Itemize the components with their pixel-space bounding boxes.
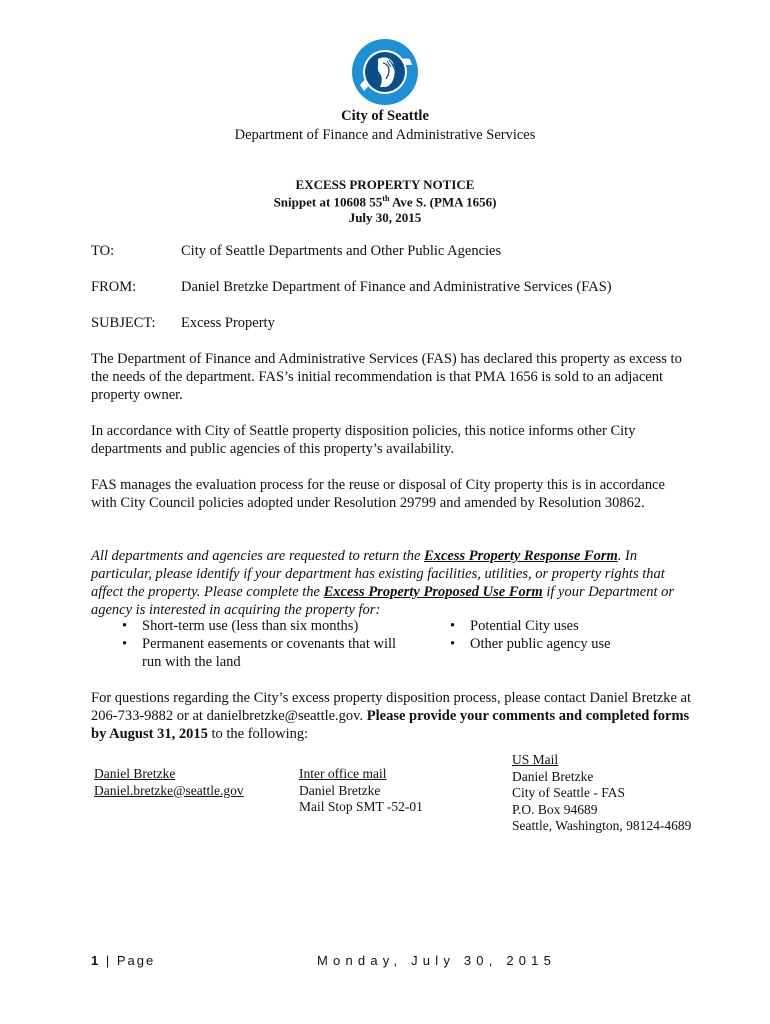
use-list-right: [446, 617, 706, 653]
response-form-link[interactable]: Excess Property Response Form: [424, 548, 618, 564]
department-name: Department of Finance and Administrative Services: [234, 127, 536, 143]
contact-email: [94, 766, 244, 799]
contact-email-address[interactable]: Daniel.bretzke@seattle.gov: [94, 782, 244, 798]
from-value: Daniel Bretzke Department of Finance and Administrative Services (FAS): [181, 279, 612, 295]
usmail-heading: US Mail: [512, 752, 559, 767]
to-label: TO:: [91, 243, 115, 259]
notice-date: July 30, 2015: [348, 210, 422, 225]
usmail-box: P.O. Box 94689: [512, 801, 598, 817]
paragraph-contact: For questions regarding the City’s excess property disposition process, please contact Daniel Bretzke at 206-733-9882 or at danielbretzke@seattle.gov. Please provide your comments and completed forms by August 31, 2015 to the following:: [91, 690, 691, 742]
contact-interoffice: [299, 766, 423, 816]
to-value: City of Seattle Departments and Other Public Agencies: [181, 243, 502, 259]
interoffice-name: Daniel Bretzke: [299, 782, 381, 798]
paragraph-request: All departments and agencies are requested to return the Excess Property Response Form. In particular, please identify if your department has existing facilities, utilities, or property rights that affect the property. Please complete the Excess Property Proposed Use Form if your Department or agency is interested in acquiring the property for:: [91, 548, 674, 618]
interoffice-stop: Mail Stop SMT -52-01: [299, 799, 423, 814]
paragraph-disposition: In accordance with City of Seattle property disposition policies, this notice informs other City departments and public agencies of this property’s availability.: [91, 423, 636, 457]
usmail-org: City of Seattle - FAS: [512, 785, 625, 800]
footer-date: Monday, July 30, 2015: [317, 953, 557, 968]
org-name: City of Seattle: [341, 108, 429, 124]
from-label: FROM:: [91, 279, 137, 295]
notice-title: EXCESS PROPERTY NOTICE: [295, 177, 475, 192]
notice-subtitle: Snippet at 10608 55th Ave S. (PMA 1656): [273, 194, 497, 210]
list-item: • Other public agency use: [446, 635, 706, 653]
subject-value: Excess Property: [181, 315, 275, 331]
paragraph-declaration: The Department of Finance and Administrative Services (FAS) has declared this property as excess to the needs of the department. FAS’s initial recommendation is that PMA 1656 is sold to an adjacent property owner.: [91, 351, 682, 403]
usmail-name: Daniel Bretzke: [512, 768, 594, 784]
list-item: • Short-term use (less than six months): [118, 617, 418, 635]
contact-email-name: Daniel Bretzke: [94, 766, 176, 781]
list-item: • Potential City uses: [446, 617, 706, 635]
page-number: 1 | Page: [91, 953, 156, 968]
use-list-left: [118, 617, 418, 671]
city-seal-logo: [350, 37, 420, 107]
list-item: • Permanent easements or covenants that will run with the land: [118, 635, 418, 671]
subject-label: SUBJECT:: [91, 315, 156, 331]
interoffice-heading: Inter office mail: [299, 766, 387, 781]
proposed-use-form-link[interactable]: Excess Property Proposed Use Form: [323, 584, 543, 600]
contact-usmail: [512, 752, 691, 835]
paragraph-evaluation: FAS manages the evaluation process for the reuse or disposal of City property this is in accordance with City Council policies adopted under Resolution 29799 and amended by Resolution 30862.: [91, 477, 665, 511]
usmail-city: Seattle, Washington, 98124-4689: [512, 818, 692, 833]
